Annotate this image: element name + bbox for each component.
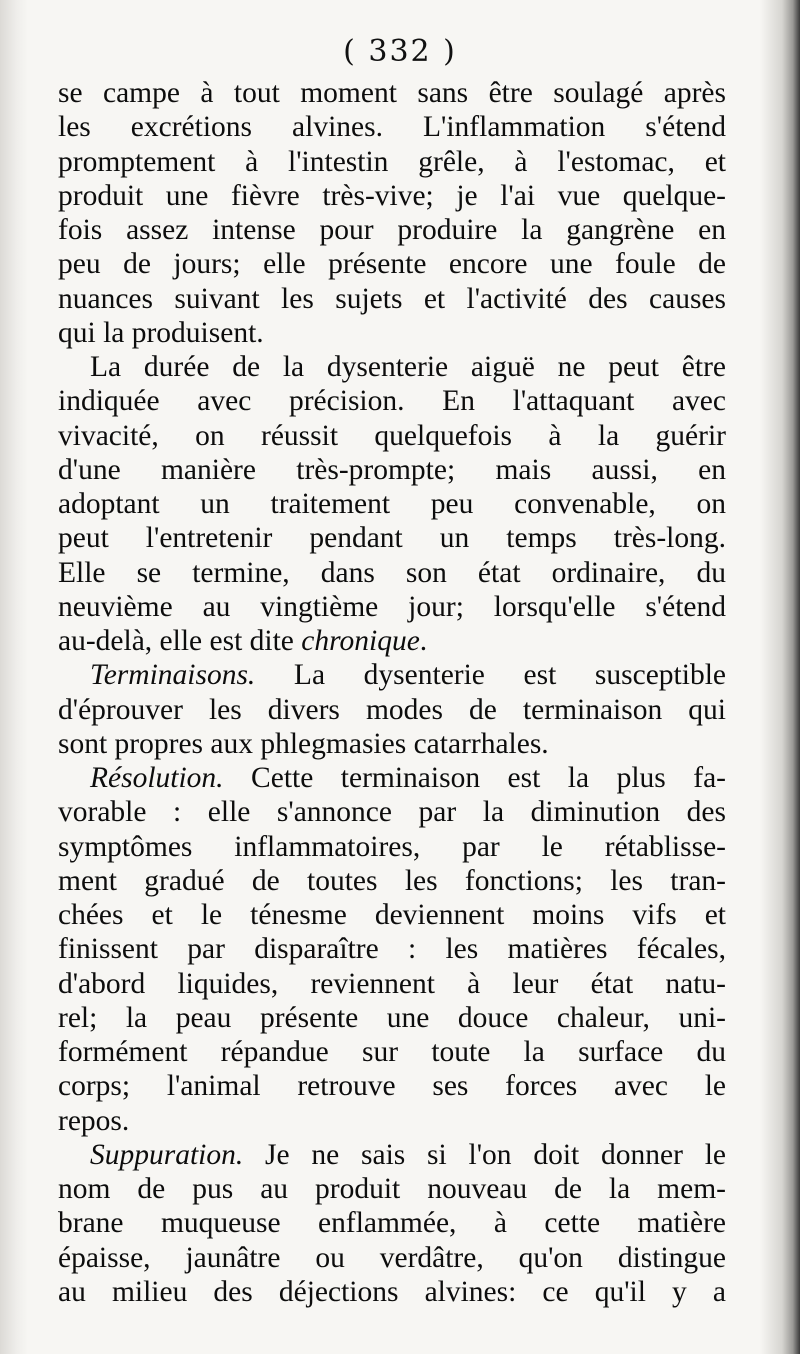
- body-text: [58, 76, 726, 1309]
- section-heading: Terminaisons.: [90, 659, 256, 692]
- section-heading-line: [58, 761, 726, 795]
- section-heading: Suppuration.: [90, 1138, 244, 1171]
- text-line: formément répandue sur toute la surface du: [58, 1036, 726, 1068]
- section-heading-line: [58, 658, 726, 692]
- text-line: épaisse, jaunâtre ou verdâtre, qu'on distingue: [58, 1241, 726, 1274]
- text-line: chées et le ténesme deviennent moins vifs et: [58, 899, 726, 931]
- text-run: Cette terminaison est la plus fa-: [223, 762, 726, 794]
- text-run: au-delà, elle est dite: [58, 625, 302, 657]
- text-line: au milieu des déjections alvines: ce qu'il y a: [58, 1275, 726, 1308]
- text-line: La durée de la dysenterie aiguë ne peut être: [90, 351, 726, 383]
- text-run: .: [419, 625, 428, 657]
- text-line: se campe à tout moment sans être soulagé après: [58, 77, 726, 109]
- text-run: La dysenterie est susceptible: [255, 659, 726, 692]
- text-line: corps; l'animal retrouve ses forces avec le: [58, 1070, 726, 1103]
- text-line: indiquée avec précision. En l'attaquant avec: [58, 385, 726, 418]
- text-line: les excrétions alvines. L'inflammation s'étend: [58, 111, 726, 144]
- page-right-edge: [760, 0, 800, 1354]
- text-line: symptômes inflammatoires, par le rétablisse-: [58, 830, 726, 863]
- text-line: produit une fièvre très-vive; je l'ai vue quelque-: [58, 179, 726, 212]
- section-heading-line: [58, 1138, 726, 1172]
- text-line: peut l'entretenir pendant un temps très-long.: [58, 522, 726, 555]
- text-line: ment gradué de toutes les fonctions; les tran-: [58, 864, 726, 897]
- text-line: promptement à l'intestin grêle, à l'estomac, et: [58, 145, 726, 178]
- text-line: vorable : elle s'annonce par la diminution des: [58, 796, 726, 829]
- text-line: qui la produisent.: [58, 316, 264, 349]
- text-line: fois assez intense pour produire la gangrène en: [58, 214, 726, 246]
- text-line: d'une manière très-prompte; mais aussi, en: [58, 453, 726, 486]
- italic-term: chronique: [301, 625, 420, 657]
- text-line: d'abord liquides, reviennent à leur état natu-: [58, 967, 726, 1000]
- page-number: ( 332 ): [343, 34, 457, 69]
- text-line: peu de jours; elle présente encore une foule de: [58, 248, 726, 281]
- text-line: vivacité, on réussit quelquefois à la guérir: [58, 419, 726, 452]
- section-heading: Résolution.: [90, 762, 224, 794]
- text-run: Je ne sais si l'on doit donner le: [243, 1138, 726, 1171]
- page-left-shadow: [0, 0, 28, 1354]
- text-line: Elle se termine, dans son état ordinaire, du: [58, 556, 726, 589]
- text-line: brane muqueuse enflammée, à cette matière: [58, 1207, 726, 1240]
- text-line: nom de pus au produit nouveau de la mem-: [58, 1173, 726, 1205]
- text-line: rel; la peau présente une douce chaleur, uni-: [58, 1001, 726, 1034]
- text-line: repos.: [58, 1104, 130, 1137]
- text-line: [58, 624, 726, 658]
- text-line: d'éprouver les divers modes de terminaison qui: [58, 693, 726, 726]
- text-line: nuances suivant les sujets et l'activité des causes: [58, 282, 726, 315]
- text-line: finissent par disparaître : les matières fécales,: [58, 933, 726, 966]
- text-line: neuvième au vingtième jour; lorsqu'elle s'étend: [58, 590, 726, 623]
- text-line: adoptant un traitement peu convenable, on: [58, 488, 726, 520]
- text-line: sont propres aux phlegmasies catarrhales.: [58, 727, 549, 760]
